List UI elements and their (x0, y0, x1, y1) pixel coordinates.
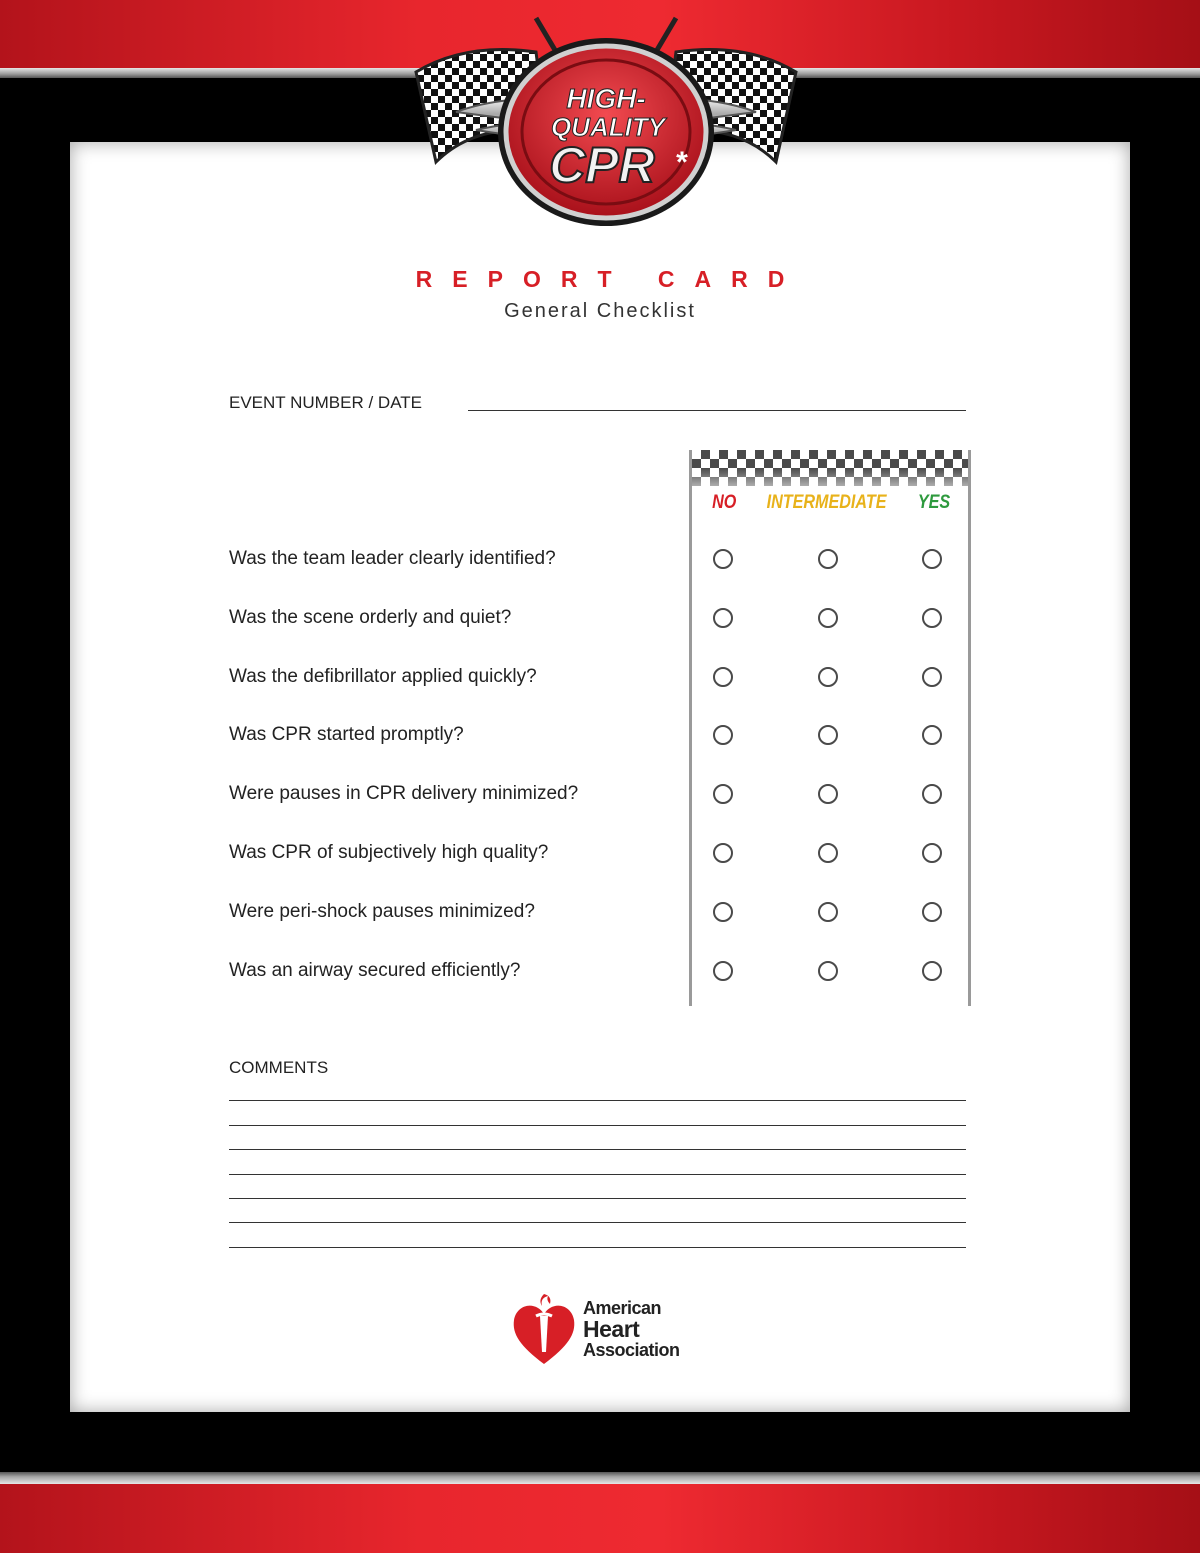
radio-no[interactable] (713, 549, 733, 569)
aha-text-line1: American (583, 1298, 662, 1318)
aha-text-line3: Association (583, 1340, 680, 1360)
heart-torch-icon (514, 1294, 575, 1364)
checklist-question: Were peri-shock pauses minimized? (229, 900, 535, 922)
checklist-question: Was CPR started promptly? (229, 724, 464, 746)
logo-text-line2: QUALITY (550, 112, 666, 142)
high-quality-cpr-logo (396, 12, 816, 238)
radio-yes[interactable] (922, 549, 942, 569)
event-number-date-label: EVENT NUMBER / DATE (229, 393, 423, 412)
radio-no[interactable] (713, 608, 733, 628)
page-title: REPORT CARD (415, 266, 805, 292)
radio-yes[interactable] (922, 843, 942, 863)
comments-label: COMMENTS (229, 1058, 329, 1077)
comment-line[interactable] (229, 1247, 966, 1248)
radio-no[interactable] (713, 667, 733, 687)
checklist-question: Was CPR of subjectively high quality? (229, 842, 549, 863)
radio-no[interactable] (713, 843, 733, 863)
radio-yes[interactable] (922, 667, 942, 687)
radio-no[interactable] (713, 902, 733, 922)
logo-asterisk: * (676, 146, 688, 179)
logo-text-line3: CPR (549, 137, 655, 193)
comment-line[interactable] (229, 1174, 966, 1175)
radio-intermediate[interactable] (818, 843, 838, 863)
checklist-question: Was an airway secured efficiently? (229, 959, 521, 981)
column-header-yes: YES (917, 492, 951, 513)
radio-intermediate[interactable] (818, 549, 838, 569)
logo-text-line1: HIGH- (566, 83, 646, 114)
radio-intermediate[interactable] (818, 902, 838, 922)
comment-line[interactable] (229, 1222, 966, 1223)
column-header-intermediate: INTERMEDIATE (766, 492, 887, 513)
comment-line[interactable] (229, 1198, 966, 1199)
radio-yes[interactable] (922, 961, 942, 981)
page-subtitle: General Checklist (504, 300, 696, 322)
radio-yes[interactable] (922, 902, 942, 922)
radio-intermediate[interactable] (818, 667, 838, 687)
checklist-question: Was the scene orderly and quiet? (229, 606, 512, 628)
radio-intermediate[interactable] (818, 608, 838, 628)
radio-intermediate[interactable] (818, 961, 838, 981)
comment-line[interactable] (229, 1149, 966, 1150)
bottom-red-band (0, 1484, 1200, 1553)
checklist-question: Was the defibrillator applied quickly? (229, 665, 537, 687)
comment-line[interactable] (229, 1125, 966, 1126)
bottom-silver-stripe (0, 1472, 1200, 1484)
radio-yes[interactable] (922, 608, 942, 628)
aha-text-line2: Heart (583, 1316, 640, 1342)
checklist-question: Were pauses in CPR delivery minimized? (229, 783, 579, 805)
event-number-date-field[interactable] (468, 410, 966, 411)
column-header-no: NO (712, 492, 737, 513)
checklist-question: Was the team leader clearly identified? (229, 548, 556, 569)
comment-line[interactable] (229, 1100, 966, 1101)
radio-no[interactable] (713, 961, 733, 981)
